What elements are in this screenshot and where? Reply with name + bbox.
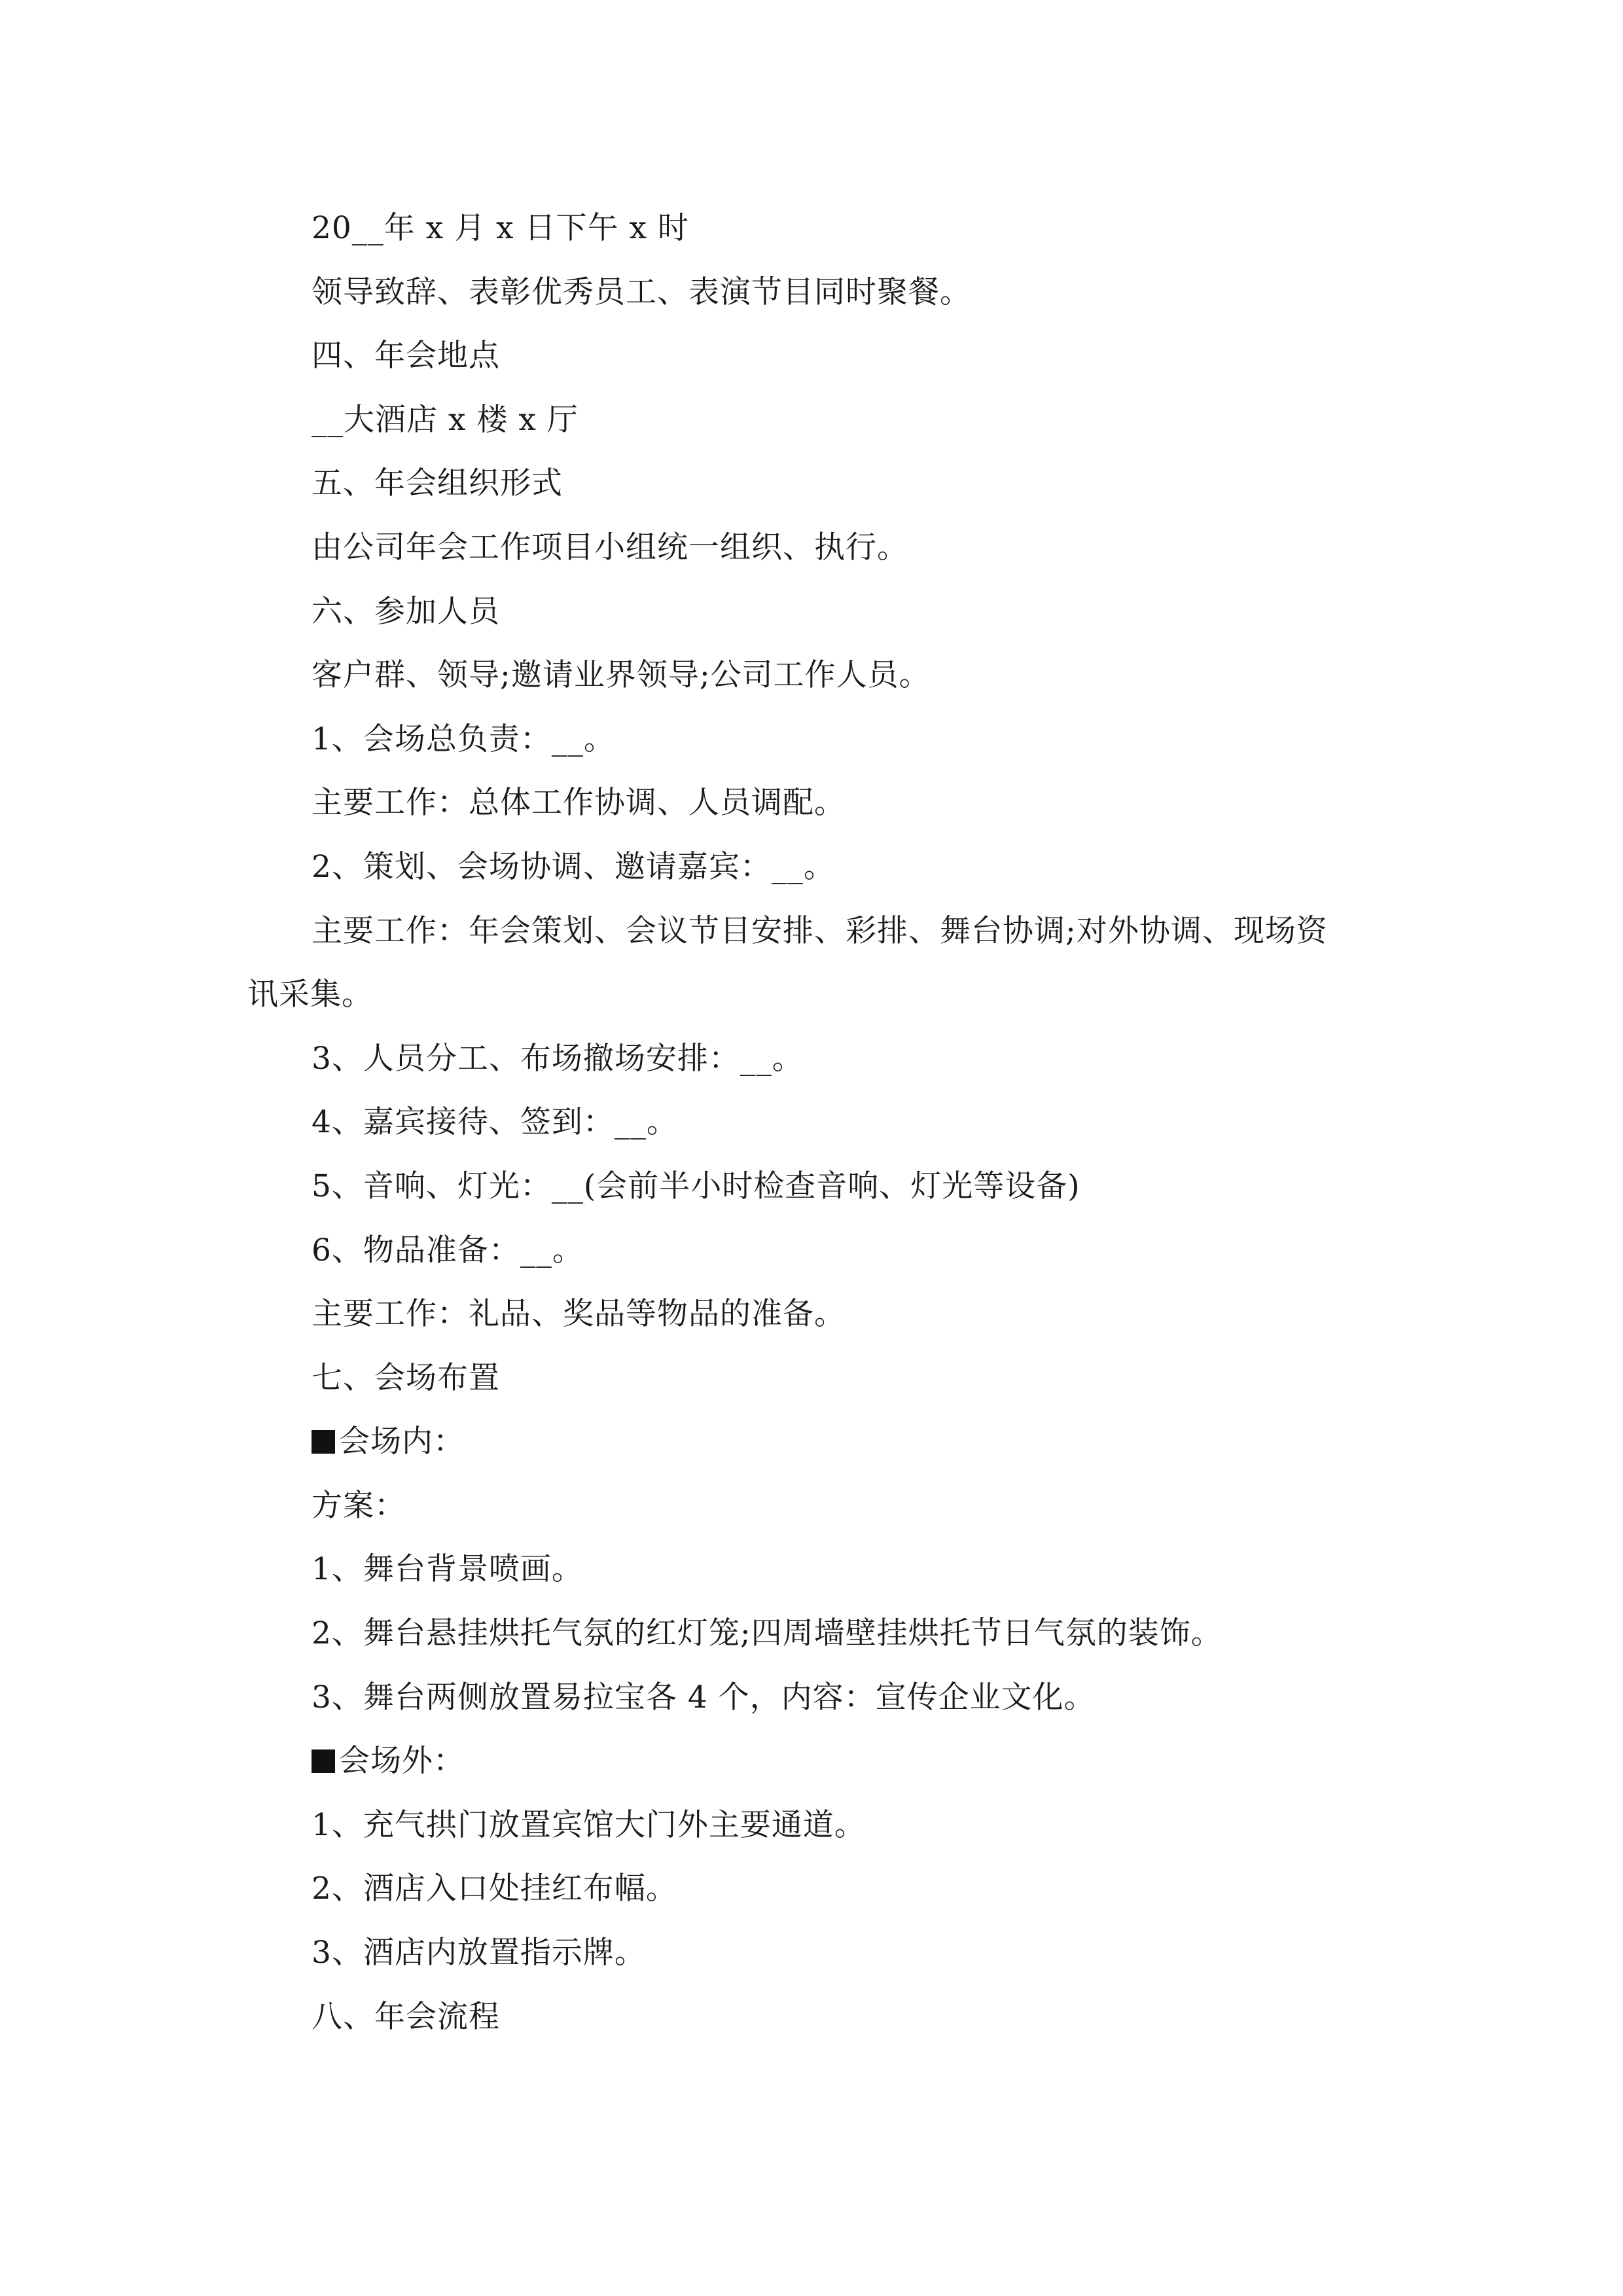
subheading-venue-outside [247,1729,1380,1793]
square-bullet-icon [312,1430,335,1454]
section-heading: 四、年会地点 [312,338,500,374]
list-item: 2、酒店入口处挂红布幅。 [312,1871,677,1907]
list-item: 5、音响、灯光：__(会前半小时检查音响、灯光等设备) [312,1168,1080,1204]
text-line: 主要工作：礼品、奖品等物品的准备。 [312,1296,846,1333]
list-item: 1、会场总负责：__。 [312,721,615,757]
list-item: 6、物品准备：__。 [312,1232,584,1268]
list-item: 2、策划、会场协调、邀请嘉宾：__。 [312,848,835,885]
list-item: 3、舞台两侧放置易拉宝各 4 个，内容：宣传企业文化。 [312,1679,1096,1715]
list-item: 1、充气拱门放置宾馆大门外主要通道。 [312,1806,866,1843]
text-line: 领导致辞、表彰优秀员工、表演节目同时聚餐。 [312,274,971,310]
text-line: __大酒店 x 楼 x 厅 [312,401,579,438]
list-item: 4、嘉宾接待、签到：__。 [312,1104,678,1141]
text-line: 主要工作：年会策划、会议节目安排、彩排、舞台协调;对外协调、现场资 [312,912,1328,949]
subheading-label: 会场内： [339,1424,465,1460]
square-bullet-icon [312,1749,335,1773]
text-line-continuation: 讯采集。 [247,977,373,1013]
list-item: 3、人员分工、布场撤场安排：__。 [312,1040,804,1077]
list-item: 2、舞台悬挂烘托气氛的红灯笼;四周墙壁挂烘托节日气氛的装饰。 [312,1615,1222,1652]
text-line: 客户群、领导;邀请业界领导;公司工作人员。 [312,657,931,694]
text-line: 由公司年会工作项目小组统一组织、执行。 [312,529,908,565]
section-heading: 六、参加人员 [312,593,500,630]
subheading-venue-inside [247,1410,1380,1474]
document-body [247,196,1380,2049]
subheading-label: 会场外： [339,1743,465,1780]
text-line: 方案： [312,1487,406,1524]
list-item: 1、舞台背景喷画。 [312,1551,583,1588]
text-line: 主要工作：总体工作协调、人员调配。 [312,785,846,821]
text-line: 20__年 x 月 x 日下午 x 时 [312,210,689,246]
list-item: 3、酒店内放置指示牌。 [312,1935,646,1971]
section-heading: 八、年会流程 [312,1998,500,2035]
section-heading: 五、年会组织形式 [312,465,563,502]
section-heading: 七、会场布置 [312,1359,500,1396]
